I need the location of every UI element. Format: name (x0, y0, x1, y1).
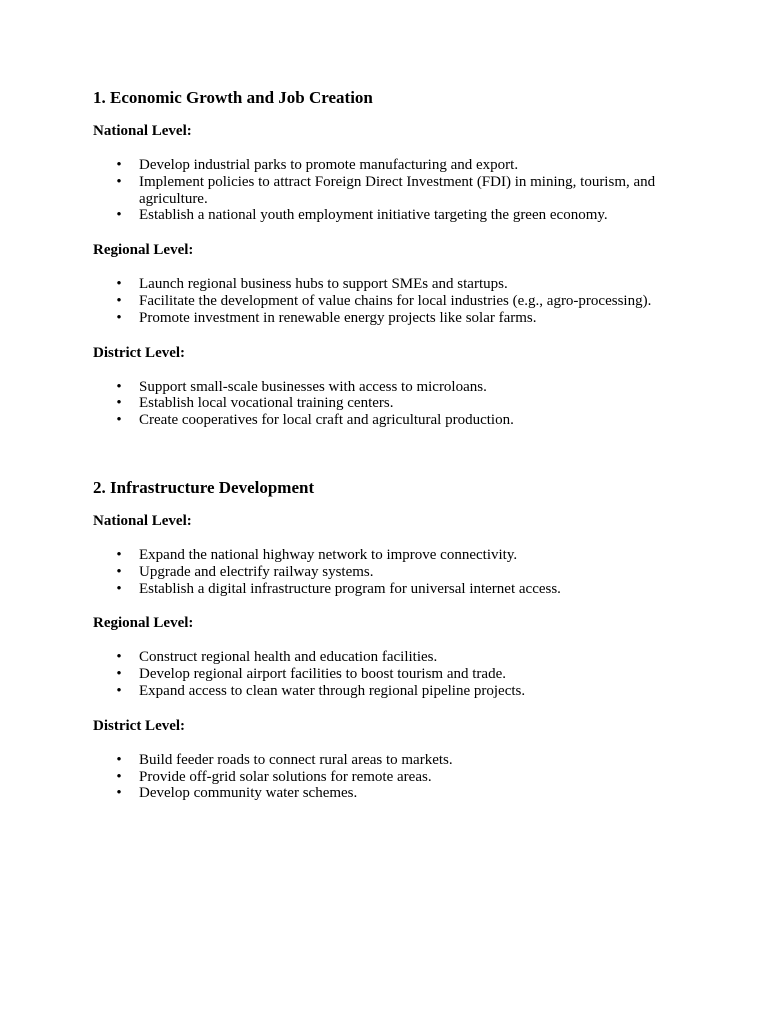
list-item (93, 379, 713, 396)
list-item-text: Establish local vocational training centers. (139, 395, 394, 412)
section-title: 2. Infrastructure Development (93, 478, 315, 497)
section-infrastructure (93, 478, 713, 802)
bullet-icon: • (116, 563, 122, 580)
bullet-icon: • (116, 547, 122, 563)
list-item-text: Provide off-grid solar solutions for remote areas. (139, 768, 432, 785)
list-item (93, 276, 713, 293)
list-item (93, 157, 713, 174)
bullet-icon: • (116, 682, 122, 699)
list-item-text: Upgrade and electrify railway systems. (139, 563, 374, 580)
level-heading-regional: Regional Level: (93, 242, 194, 259)
list-item-text: Develop community water schemes. (139, 785, 358, 802)
level-heading-national: National Level: (93, 123, 192, 139)
level-heading-national: National Level: (93, 513, 192, 529)
bullet-icon: • (116, 395, 122, 412)
level-heading-district: District Level: (93, 344, 186, 361)
list-item-text: Expand access to clean water through regional pipeline projects. (139, 682, 526, 699)
level-heading-regional: Regional Level: (93, 615, 194, 632)
bullet-icon: • (116, 412, 122, 429)
list-item-text: Establish a digital infrastructure program for universal internet access. (139, 580, 561, 597)
level-heading-district: District Level: (93, 717, 186, 734)
bullet-list (93, 547, 713, 597)
bullet-icon: • (116, 207, 122, 224)
list-item (93, 752, 713, 769)
bullet-list (93, 752, 713, 802)
list-item-text: Expand the national highway network to improve connectivity. (139, 547, 518, 563)
list-item (93, 666, 713, 683)
list-item-text: Develop industrial parks to promote manufacturing and export. (139, 157, 519, 173)
list-item (93, 395, 713, 412)
list-item (93, 649, 713, 666)
bullet-icon: • (116, 666, 122, 683)
list-item-text: Construct regional health and education facilities. (139, 649, 438, 666)
bullet-list (93, 649, 713, 699)
list-item-text: Establish a national youth employment initiative targeting the green economy. (139, 207, 608, 224)
bullet-icon: • (116, 649, 122, 666)
list-item-text: Implement policies to attract Foreign Direct Investment (FDI) in mining, tourism, and agriculture. (139, 173, 656, 207)
list-item (93, 207, 713, 224)
list-item (93, 564, 713, 581)
list-item (93, 293, 713, 310)
bullet-icon: • (116, 751, 122, 768)
bullet-icon: • (116, 276, 122, 293)
bullet-list (93, 276, 713, 326)
bullet-icon: • (116, 157, 122, 173)
bullet-icon: • (116, 378, 122, 395)
list-item (93, 547, 713, 564)
list-item-text: Build feeder roads to connect rural areas to markets. (139, 751, 453, 768)
bullet-list (93, 379, 713, 429)
list-item (93, 581, 713, 598)
bullet-icon: • (116, 768, 122, 785)
bullet-icon: • (116, 292, 122, 309)
list-item (93, 174, 713, 208)
section-economic-growth (93, 88, 713, 429)
list-item-text: Develop regional airport facilities to boost tourism and trade. (139, 666, 506, 683)
bullet-icon: • (116, 580, 122, 597)
list-item (93, 310, 713, 327)
bullet-list (93, 157, 713, 224)
list-item-text: Launch regional business hubs to support SMEs and startups. (139, 276, 508, 293)
section-title: 1. Economic Growth and Job Creation (93, 88, 373, 107)
list-item-text: Support small-scale businesses with access to microloans. (139, 378, 487, 395)
list-item-text: Facilitate the development of value chains for local industries (e.g., agro-processing). (139, 292, 652, 309)
list-item-text: Create cooperatives for local craft and agricultural production. (139, 412, 514, 429)
bullet-icon: • (116, 173, 122, 190)
bullet-icon: • (116, 785, 122, 802)
bullet-icon: • (116, 309, 122, 326)
list-item-text: Promote investment in renewable energy projects like solar farms. (139, 309, 537, 326)
list-item (93, 769, 713, 786)
list-item (93, 412, 713, 429)
list-item (93, 785, 713, 802)
list-item (93, 683, 713, 700)
